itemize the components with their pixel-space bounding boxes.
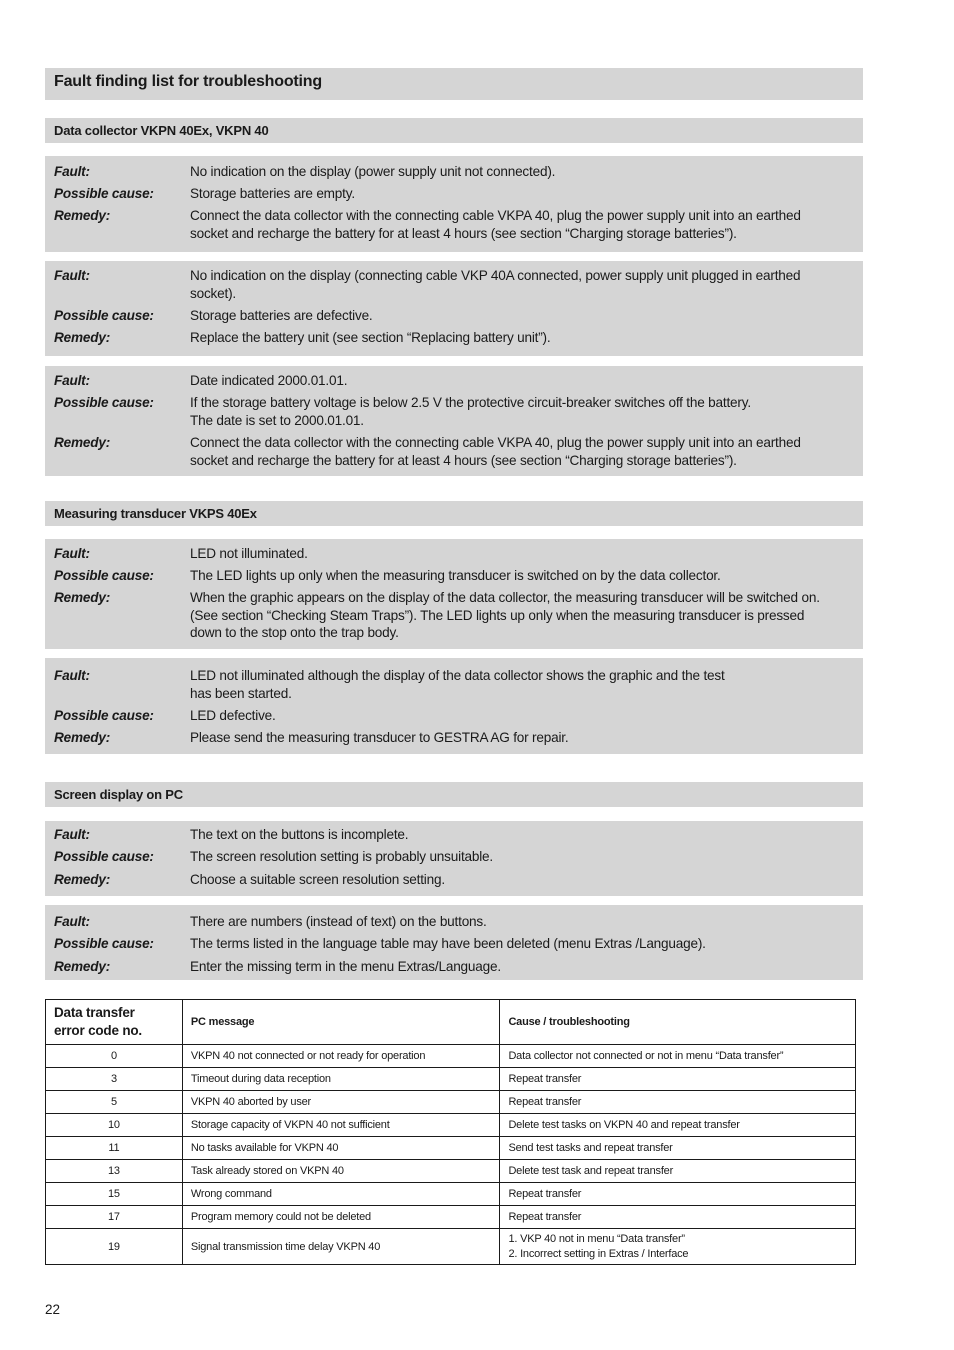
pc-message-cell: Timeout during data reception bbox=[182, 1068, 500, 1091]
cause-label: Possible cause: bbox=[54, 308, 154, 323]
cause-label: Possible cause: bbox=[54, 936, 154, 951]
fault-label: Fault: bbox=[54, 827, 90, 842]
remedy-text: Connect the data collector with the connecting cable VKPA 40, plug the power supply unit into an earthed socket and recharge the battery for at least 4 hours (see section “Charging storage batteries”). bbox=[190, 435, 801, 468]
error-code-table bbox=[45, 999, 856, 1265]
pc-message-cell: VKPN 40 not connected or not ready for operation bbox=[182, 1045, 500, 1068]
fault-label: Fault: bbox=[54, 914, 90, 929]
remedy-label: Remedy: bbox=[54, 590, 111, 605]
cause-cell: Delete test task and repeat transfer bbox=[500, 1160, 856, 1183]
pc-message-cell: Program memory could not be deleted bbox=[182, 1206, 500, 1229]
cause-cell: Delete test tasks on VKPN 40 and repeat transfer bbox=[500, 1114, 856, 1137]
remedy-text: Connect the data collector with the connecting cable VKPA 40, plug the power supply unit into an earthed socket and recharge the battery for at least 4 hours (see section “Charging storage batteries”). bbox=[190, 208, 801, 241]
error-code-cell: 10 bbox=[46, 1114, 183, 1137]
remedy-label: Remedy: bbox=[54, 208, 111, 223]
fault-label: Fault: bbox=[54, 373, 90, 388]
fault-label: Fault: bbox=[54, 546, 90, 561]
table-header-row bbox=[46, 1000, 856, 1045]
pc-message-cell: Storage capacity of VKPN 40 not sufficient bbox=[182, 1114, 500, 1137]
fault-label: Fault: bbox=[54, 164, 90, 179]
page-title: Fault finding list for troubleshooting bbox=[54, 73, 322, 90]
cause-cell: Repeat transfer bbox=[500, 1206, 856, 1229]
page-title-bar bbox=[45, 68, 863, 100]
pc-message-cell: VKPN 40 aborted by user bbox=[182, 1091, 500, 1114]
remedy-label: Remedy: bbox=[54, 435, 111, 450]
table-row bbox=[46, 1045, 856, 1068]
cause-cell: Repeat transfer bbox=[500, 1183, 856, 1206]
section-heading-text: Data collector VKPN 40Ex, VKPN 40 bbox=[54, 123, 269, 138]
error-code-cell: 11 bbox=[46, 1137, 183, 1160]
header-cause: Cause / troubleshooting bbox=[500, 1000, 856, 1045]
cause-label: Possible cause: bbox=[54, 568, 154, 583]
section-heading-measuring-transducer bbox=[45, 501, 863, 526]
fault-label: Fault: bbox=[54, 268, 90, 283]
fault-block bbox=[45, 821, 863, 896]
error-code-cell: 19 bbox=[46, 1229, 183, 1265]
fault-text: LED not illuminated. bbox=[190, 546, 308, 561]
fault-label: Fault: bbox=[54, 668, 90, 683]
table-row bbox=[46, 1206, 856, 1229]
fault-text: LED not illuminated although the display of the data collector shows the graphic and the test has been started. bbox=[190, 668, 725, 701]
table-row bbox=[46, 1114, 856, 1137]
cause-text: The terms listed in the language table may have been deleted (menu Extras /Language). bbox=[190, 936, 706, 951]
remedy-label: Remedy: bbox=[54, 959, 111, 974]
remedy-label: Remedy: bbox=[54, 872, 111, 887]
cause-cell: 1. VKP 40 not in menu “Data transfer” 2. Incorrect setting in Extras / Interface bbox=[500, 1229, 856, 1265]
header-pc-message: PC message bbox=[182, 1000, 500, 1045]
cause-cell: Repeat transfer bbox=[500, 1068, 856, 1091]
fault-text: There are numbers (instead of text) on the buttons. bbox=[190, 914, 487, 929]
remedy-text: Replace the battery unit (see section “Replacing battery unit”). bbox=[190, 330, 551, 345]
pc-message-cell: No tasks available for VKPN 40 bbox=[182, 1137, 500, 1160]
cause-text: LED defective. bbox=[190, 708, 276, 723]
cause-text: If the storage battery voltage is below 2.5 V the protective circuit-breaker switches off the battery. The date is set to 2000.01.01. bbox=[190, 395, 751, 428]
table-row bbox=[46, 1091, 856, 1114]
pc-message-cell: Task already stored on VKPN 40 bbox=[182, 1160, 500, 1183]
fault-block bbox=[45, 905, 863, 980]
cause-cell: Repeat transfer bbox=[500, 1091, 856, 1114]
fault-block bbox=[45, 658, 863, 754]
table-row bbox=[46, 1137, 856, 1160]
fault-text: Date indicated 2000.01.01. bbox=[190, 373, 348, 388]
error-code-cell: 3 bbox=[46, 1068, 183, 1091]
section-heading-text: Measuring transducer VKPS 40Ex bbox=[54, 506, 257, 521]
fault-block bbox=[45, 366, 863, 476]
fault-block bbox=[45, 539, 863, 649]
fault-text: No indication on the display (connecting cable VKP 40A connected, power supply unit plugged in earthed socket). bbox=[190, 268, 801, 301]
remedy-label: Remedy: bbox=[54, 730, 111, 745]
remedy-text: Enter the missing term in the menu Extras/Language. bbox=[190, 959, 501, 974]
cause-label: Possible cause: bbox=[54, 849, 154, 864]
cause-cell: Send test tasks and repeat transfer bbox=[500, 1137, 856, 1160]
cause-label: Possible cause: bbox=[54, 395, 154, 410]
section-heading-text: Screen display on PC bbox=[54, 787, 183, 802]
error-code-cell: 0 bbox=[46, 1045, 183, 1068]
error-code-cell: 15 bbox=[46, 1183, 183, 1206]
error-code-cell: 17 bbox=[46, 1206, 183, 1229]
section-heading-data-collector bbox=[45, 118, 863, 143]
header-error-code: Data transfer error code no. bbox=[46, 1000, 183, 1045]
table-row bbox=[46, 1068, 856, 1091]
cause-text: Storage batteries are defective. bbox=[190, 308, 373, 323]
cause-label: Possible cause: bbox=[54, 186, 154, 201]
cause-text: Storage batteries are empty. bbox=[190, 186, 355, 201]
fault-text: No indication on the display (power supply unit not connected). bbox=[190, 164, 556, 179]
pc-message-cell: Wrong command bbox=[182, 1183, 500, 1206]
fault-text: The text on the buttons is incomplete. bbox=[190, 827, 409, 842]
error-code-cell: 5 bbox=[46, 1091, 183, 1114]
page-number: 22 bbox=[45, 1302, 61, 1317]
pc-message-cell: Signal transmission time delay VKPN 40 bbox=[182, 1229, 500, 1265]
error-code-cell: 13 bbox=[46, 1160, 183, 1183]
remedy-text: Choose a suitable screen resolution setting. bbox=[190, 872, 445, 887]
cause-text: The LED lights up only when the measuring transducer is switched on by the data collector. bbox=[190, 568, 721, 583]
fault-block bbox=[45, 156, 863, 252]
section-heading-screen-display bbox=[45, 782, 863, 807]
remedy-text: Please send the measuring transducer to GESTRA AG for repair. bbox=[190, 730, 569, 745]
remedy-text: When the graphic appears on the display of the data collector, the measuring transducer will be switched on. (See section “Checking Steam Traps”). The LED lights up only when the measuring transducer is pressed down to the stop onto the trap body. bbox=[190, 590, 820, 640]
table-row bbox=[46, 1183, 856, 1206]
cause-label: Possible cause: bbox=[54, 708, 154, 723]
cause-cell: Data collector not connected or not in menu “Data transfer” bbox=[500, 1045, 856, 1068]
table-row bbox=[46, 1229, 856, 1265]
fault-block bbox=[45, 261, 863, 356]
remedy-label: Remedy: bbox=[54, 330, 111, 345]
cause-text: The screen resolution setting is probably unsuitable. bbox=[190, 849, 493, 864]
table-row bbox=[46, 1160, 856, 1183]
